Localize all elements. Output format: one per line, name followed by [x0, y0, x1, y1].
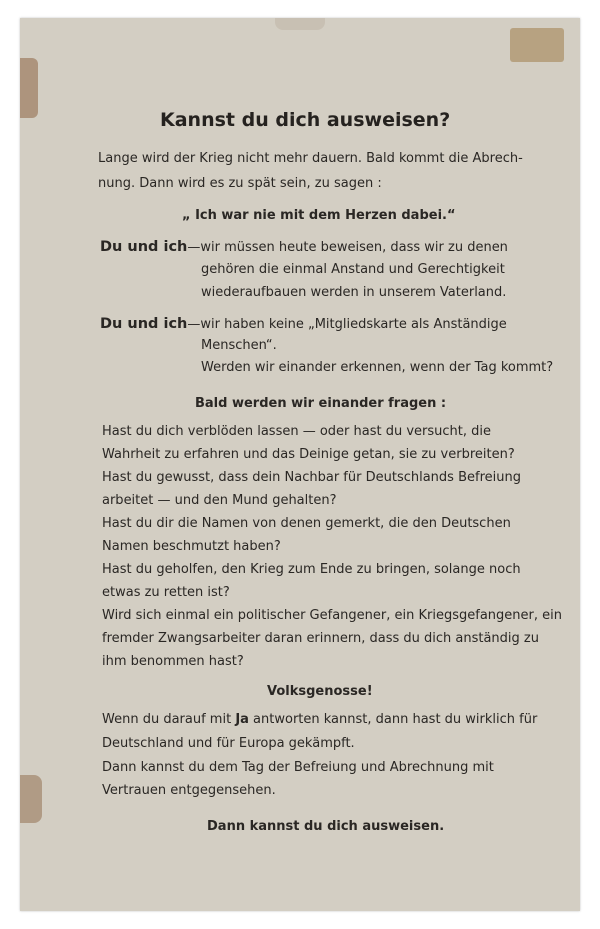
closing-line: Dann kannst du dem Tag der Befreiung und Abrechnung mit [102, 760, 494, 775]
edge-stain [20, 58, 38, 118]
final-line: Dann kannst du dich ausweisen. [207, 819, 445, 834]
question-line: Hast du geholfen, den Krieg zum Ende zu bringen, solange noch [102, 562, 521, 577]
question-line: fremder Zwangsarbeiter daran erinnern, dass du dich anständig zu [102, 631, 539, 646]
closing-line [102, 712, 537, 728]
intro-line: nung. Dann wird es zu spät sein, zu sagen : [98, 176, 382, 191]
question-line: Wird sich einmal ein politischer Gefangener, ein Kriegsgefangener, ein [102, 608, 562, 623]
question-line: Hast du dir die Namen von denen gemerkt, die den Deutschen [102, 516, 511, 531]
salutation: Volksgenosse! [267, 684, 373, 699]
section-line: wiederaufbauen werden in unserem Vaterland. [201, 285, 507, 300]
edge-stain [20, 775, 42, 823]
closing-text: Wenn du darauf mit [102, 712, 236, 727]
question-line: Hast du dich verblöden lassen — oder hast du versucht, die [102, 424, 492, 439]
question-line: Hast du gewusst, dass dein Nachbar für Deutschlands Befreiung [102, 470, 521, 485]
question-line: arbeitet — und den Mund gehalten? [102, 493, 337, 508]
section-lead: Du und ich [100, 239, 188, 255]
tape-stain [510, 28, 564, 62]
closing-line: Vertrauen entgegensehen. [102, 783, 276, 798]
quote: „ Ich war nie mit dem Herzen dabei.“ [182, 208, 456, 223]
closing-ja: Ja [235, 712, 249, 727]
subheading: Bald werden wir einander fragen : [195, 396, 447, 411]
section-lead: Du und ich [100, 316, 188, 332]
intro-line: Lange wird der Krieg nicht mehr dauern. Bald kommt die Abrech- [98, 151, 523, 166]
section-line: —wir müssen heute beweisen, dass wir zu denen [187, 240, 508, 255]
question-line: Wahrheit zu erfahren und das Deinige getan, sie zu verbreiten? [102, 447, 515, 462]
question-line: ihm benommen hast? [102, 654, 244, 669]
leaflet-page [20, 18, 580, 911]
closing-line: Deutschland und für Europa gekämpft. [102, 736, 355, 751]
question-line: etwas zu retten ist? [102, 585, 230, 600]
paper-fold [275, 18, 325, 30]
question-line: Namen beschmutzt haben? [102, 539, 281, 554]
section-du-und-ich-1 [100, 239, 508, 256]
section-line: gehören die einmal Anstand und Gerechtigkeit [201, 262, 505, 277]
leaflet-title: Kannst du dich ausweisen? [160, 109, 451, 131]
section-du-und-ich-2 [100, 316, 507, 333]
closing-text: antworten kannst, dann hast du wirklich für [248, 712, 538, 727]
section-line: —wir haben keine „Mitgliedskarte als Anständige [187, 317, 507, 332]
section-line: Menschen“. [201, 338, 277, 353]
section-line: Werden wir einander erkennen, wenn der Tag kommt? [201, 360, 554, 375]
